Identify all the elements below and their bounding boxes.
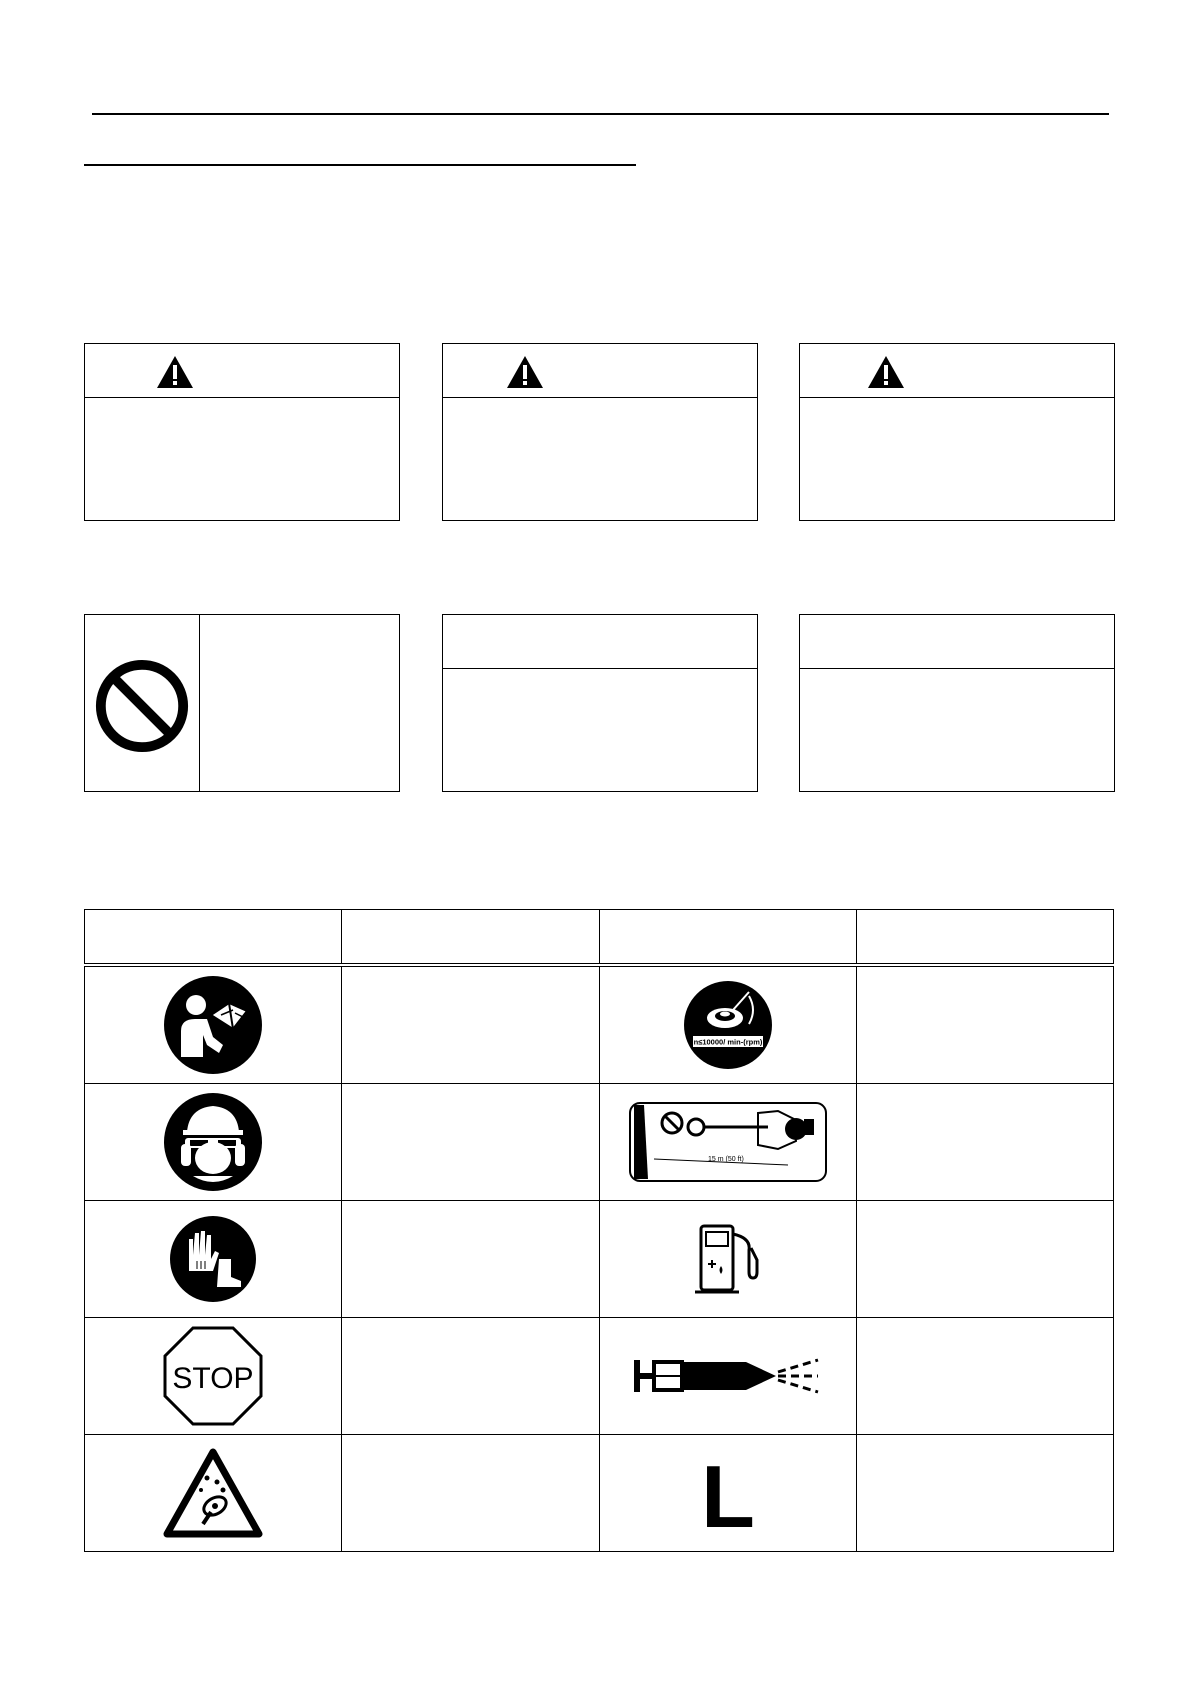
- warning-body: [800, 398, 1114, 520]
- warning-box-header: [800, 344, 1114, 398]
- table-row: [85, 1317, 1114, 1434]
- symbol-cell: [599, 1317, 856, 1434]
- table-row: [85, 1434, 1114, 1551]
- notice-body: [443, 669, 757, 791]
- table-row: [85, 965, 1114, 1084]
- head-eye-ear-protection-icon: [163, 1092, 263, 1192]
- warning-box-1: [84, 343, 400, 521]
- section-underline: [84, 164, 636, 166]
- stop-sign-icon: [163, 1326, 263, 1426]
- symbol-cell: [599, 965, 856, 1084]
- notice-box-1: [442, 614, 758, 792]
- symbol-cell: [599, 1200, 856, 1317]
- header-rule: [92, 113, 1109, 115]
- prohibition-icon: [93, 657, 191, 755]
- header-cell: [856, 910, 1113, 965]
- warning-box-header: [85, 344, 399, 398]
- header-cell: [342, 910, 599, 965]
- symbol-cell: [85, 1200, 342, 1317]
- prohibition-text: [200, 615, 399, 791]
- warning-body: [85, 398, 399, 520]
- warning-body: [443, 398, 757, 520]
- table-row: [85, 1200, 1114, 1317]
- symbol-cell: [85, 1434, 342, 1551]
- description-cell: [856, 1434, 1113, 1551]
- description-cell: [342, 1083, 599, 1200]
- table-header-row: [85, 910, 1114, 965]
- prohibition-box: [84, 614, 400, 792]
- stop-label: STOP: [172, 1361, 254, 1395]
- thrown-objects-icon: [163, 1448, 263, 1538]
- symbol-cell: [599, 1434, 856, 1551]
- symbol-table: [84, 909, 1114, 1552]
- fuel-pump-icon: [693, 1220, 763, 1298]
- description-cell: [342, 1317, 599, 1434]
- symbol-cell: [85, 965, 342, 1084]
- distance-label: 15 m (50 ft): [707, 1155, 744, 1163]
- description-cell: [342, 1200, 599, 1317]
- letter-l-icon: [698, 1453, 758, 1533]
- table-row: [85, 1083, 1114, 1200]
- gloves-boots-icon: [169, 1215, 257, 1303]
- prohibition-icon-cell: [85, 615, 200, 791]
- symbol-cell: [85, 1083, 342, 1200]
- description-cell: [342, 965, 599, 1084]
- l-label: L: [700, 1452, 755, 1533]
- read-manual-icon: [163, 975, 263, 1075]
- description-cell: [856, 1317, 1113, 1434]
- warning-triangle-icon: [505, 354, 545, 390]
- choke-lever-icon: [628, 1346, 828, 1406]
- notice-heading: [443, 615, 757, 669]
- notice-heading: [800, 615, 1114, 669]
- warning-triangle-icon: [155, 354, 195, 390]
- description-cell: [856, 1083, 1113, 1200]
- warning-box-header: [443, 344, 757, 398]
- description-cell: [856, 965, 1113, 1084]
- speed-label: n≤10000/ min-(rpm): [693, 1037, 762, 1047]
- warning-box-2: [442, 343, 758, 521]
- header-cell: [85, 910, 342, 965]
- warning-triangle-icon: [866, 354, 906, 390]
- symbol-cell: [599, 1083, 856, 1200]
- header-cell: [599, 910, 856, 965]
- warning-box-3: [799, 343, 1115, 521]
- notice-body: [800, 669, 1114, 791]
- safety-distance-icon: [628, 1101, 828, 1183]
- description-cell: [342, 1434, 599, 1551]
- notice-box-2: [799, 614, 1115, 792]
- max-speed-blade-icon: [683, 980, 773, 1070]
- description-cell: [856, 1200, 1113, 1317]
- symbol-cell: [85, 1317, 342, 1434]
